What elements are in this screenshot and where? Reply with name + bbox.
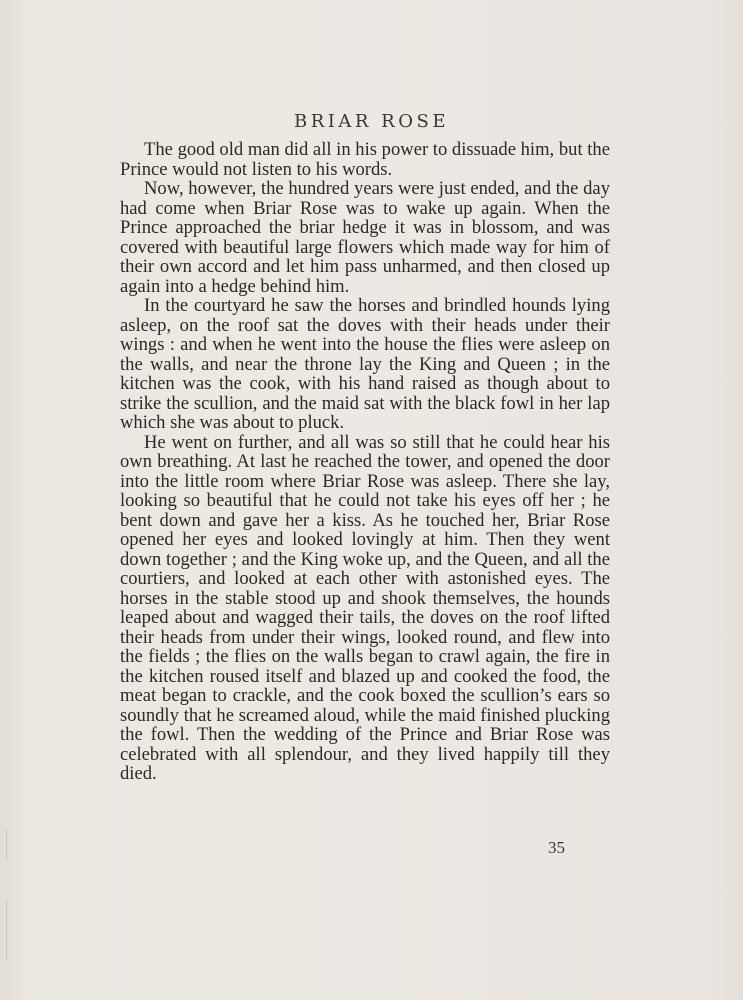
page-edge-mark xyxy=(6,830,7,860)
running-head: BRIAR ROSE xyxy=(294,111,449,132)
paragraph: In the courtyard he saw the horses and brindled hounds lying asleep, on the roof sat the doves with their heads under their wings : and when he went into the house the flies were asleep on the walls, and near the throne lay the King and Queen ; in the kitchen was the cook, with his hand raised as though about to strike the scullion, and the maid sat with the black fowl in her lap which she was about to pluck. xyxy=(120,295,610,433)
paragraph: The good old man did all in his power to dissuade him, but the Prince would not listen to his words. xyxy=(120,139,610,180)
paragraph: He went on further, and all was so still that he could hear his own breathing. At last he reached the tower, and opened the door into the little room where Briar Rose was asleep. There she lay, looking so beautiful that he could not take his eyes off her ; he bent down and gave her a kiss. As he touched her, Briar Rose opened her eyes and looked lovingly at him. Then they went down together ; and the King woke up, and the Queen, and all the courtiers, and looked at each other with astonished eyes. The horses in the stable stood up and shook themselves, the hounds leaped about and wagged their tails, the doves on the roof lifted their heads from under their wings, looked round, and flew into the fields ; the flies on the walls began to crawl again, the fire in the kitchen roused itself and blazed up and cooked the food, the meat began to crackle, and the cook boxed the scullion’s ears so soundly that he screamed aloud, while the maid finished plucking the fowl. Then the wedding of the Prince and Briar Rose was celebrated with all splendour, and they lived happily till they died. xyxy=(120,431,610,784)
page-number: 35 xyxy=(548,838,565,857)
page-edge-mark xyxy=(6,900,7,960)
body-text xyxy=(120,140,610,784)
paragraph: Now, however, the hundred years were just ended, and the day had come when Briar Rose was to wake up again. When the Prince approached the briar hedge it was in blossom, and was covered with beautiful large flowers which made way for him of their own accord and let him pass unharmed, and then closed up again into a hedge behind him. xyxy=(120,178,610,297)
